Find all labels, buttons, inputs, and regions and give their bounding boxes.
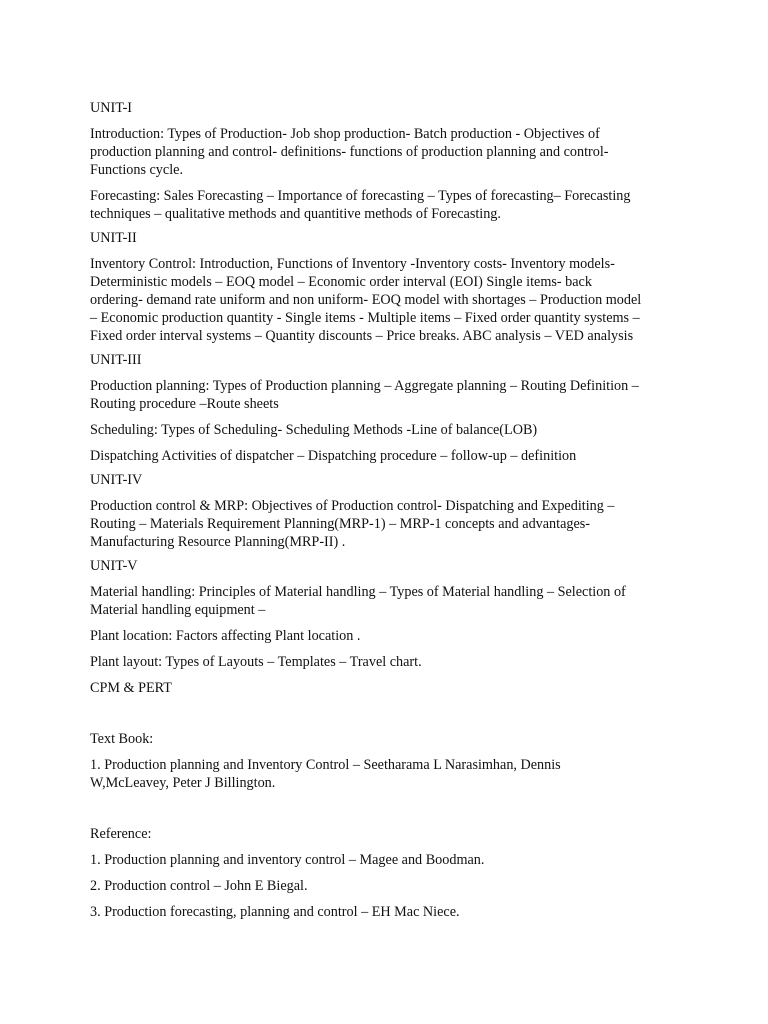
- unit-5-material-handling: [90, 583, 690, 619]
- unit-1-introduction: [90, 125, 690, 179]
- unit-3-scheduling: [90, 421, 690, 439]
- unit-5-plant-layout: [90, 653, 690, 671]
- text-line: – Economic production quantity - Single items - Multiple items – Fixed order quantity systems –: [90, 310, 640, 326]
- text-line: 2. Production control – John E Biegal.: [90, 878, 308, 894]
- text-line: Scheduling: Types of Scheduling- Scheduling Methods -Line of balance(LOB): [90, 422, 538, 438]
- reference-item: [90, 877, 690, 895]
- unit-1-heading: [90, 99, 690, 117]
- unit-1-forecasting: [90, 187, 690, 223]
- text-line: Material handling equipment –: [90, 602, 266, 618]
- text-line: W,McLeavey, Peter J Billington.: [90, 775, 276, 791]
- unit-4-heading: [90, 471, 690, 489]
- textbook-item: [90, 756, 690, 792]
- text-line: Production planning: Types of Production planning – Aggregate planning – Routing Definition –: [90, 378, 639, 394]
- unit-3-production-planning: [90, 377, 690, 413]
- text-line: Plant layout: Types of Layouts – Templates – Travel chart.: [90, 654, 422, 670]
- unit-5-heading: [90, 557, 690, 575]
- text-line: Forecasting: Sales Forecasting – Importance of forecasting – Types of forecasting– Forecasting: [90, 188, 631, 204]
- text-line: Manufacturing Resource Planning(MRP-II) .: [90, 534, 346, 550]
- textbook-heading-text: Text Book:: [90, 731, 154, 747]
- text-line: 1. Production planning and inventory control – Magee and Boodman.: [90, 852, 485, 868]
- textbook-heading: [90, 730, 690, 748]
- unit-5-plant-location: [90, 627, 690, 645]
- text-line: Dispatching Activities of dispatcher – Dispatching procedure – follow-up – definition: [90, 448, 577, 464]
- text-line: Production control & MRP: Objectives of Production control- Dispatching and Expediting –: [90, 498, 615, 514]
- reference-item: [90, 903, 690, 921]
- unit-2-inventory-control: [90, 255, 690, 345]
- unit-5-cpm-pert: [90, 679, 690, 697]
- unit-1-heading-text: UNIT-I: [90, 100, 133, 116]
- unit-4-production-control: [90, 497, 690, 551]
- text-line: Functions cycle.: [90, 162, 183, 178]
- text-line: Material handling: Principles of Material handling – Types of Material handling – Selection of: [90, 584, 626, 600]
- syllabus-document: [90, 99, 690, 921]
- unit-3-heading: [90, 351, 690, 369]
- text-line: ordering- demand rate uniform and non uniform- EOQ model with shortages – Production model: [90, 292, 642, 308]
- text-line: production planning and control- definitions- functions of production planning and control-: [90, 144, 609, 160]
- text-line: Inventory Control: Introduction, Functions of Inventory -Inventory costs- Inventory models-: [90, 256, 615, 272]
- unit-5-heading-text: UNIT-V: [90, 558, 138, 574]
- text-line: Introduction: Types of Production- Job shop production- Batch production - Objectives of: [90, 126, 600, 142]
- text-line: 1. Production planning and Inventory Control – Seetharama L Narasimhan, Dennis: [90, 757, 561, 773]
- text-line: Fixed order interval systems – Quantity discounts – Price breaks. ABC analysis – VED analysis: [90, 328, 634, 344]
- text-line: Routing procedure –Route sheets: [90, 396, 279, 412]
- text-line: CPM & PERT: [90, 680, 172, 696]
- text-line: Deterministic models – EOQ model – Economic order interval (EOI) Single items- back: [90, 274, 592, 290]
- text-line: 3. Production forecasting, planning and control – EH Mac Niece.: [90, 904, 460, 920]
- text-line: Plant location: Factors affecting Plant location .: [90, 628, 361, 644]
- reference-heading-text: Reference:: [90, 826, 152, 842]
- unit-4-heading-text: UNIT-IV: [90, 472, 143, 488]
- text-line: Routing – Materials Requirement Planning(MRP-1) – MRP-1 concepts and advantages-: [90, 516, 591, 532]
- unit-3-heading-text: UNIT-III: [90, 352, 142, 368]
- unit-2-heading: [90, 229, 690, 247]
- text-line: techniques – qualitative methods and quantitive methods of Forecasting.: [90, 206, 501, 222]
- unit-2-heading-text: UNIT-II: [90, 230, 137, 246]
- unit-3-dispatching: [90, 447, 690, 465]
- reference-heading: [90, 825, 690, 843]
- reference-item: [90, 851, 690, 869]
